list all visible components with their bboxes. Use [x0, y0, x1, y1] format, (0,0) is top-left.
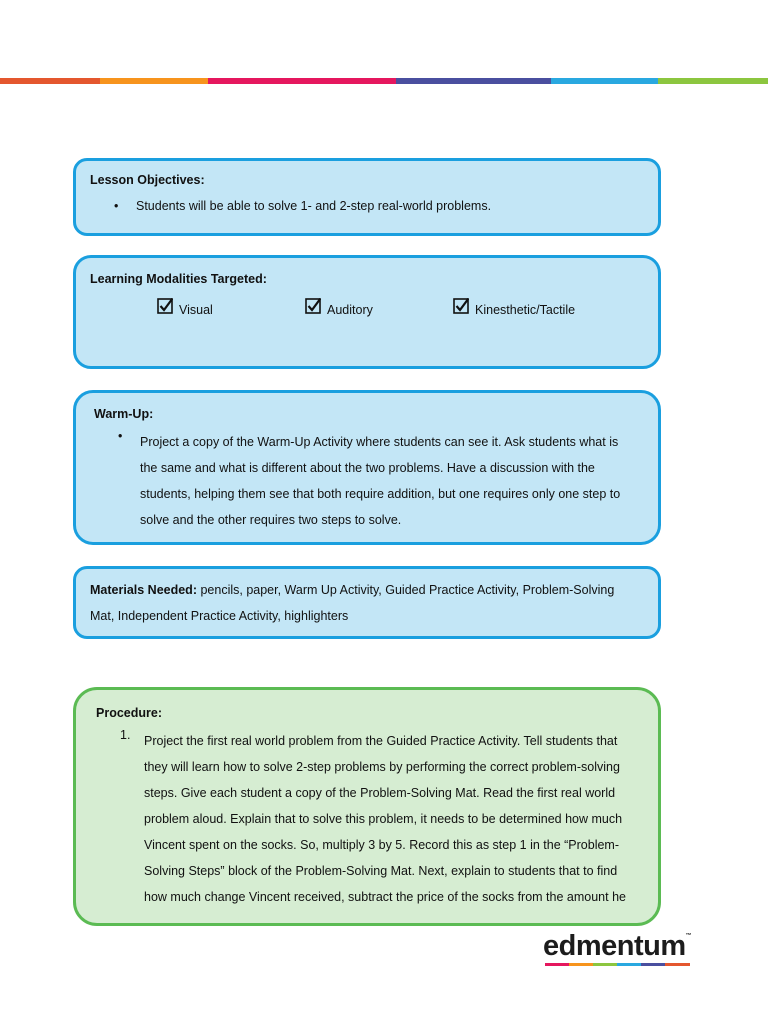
text-line: they will learn how to solve 2-step problems by performing the correct problem-solving — [144, 760, 620, 774]
warm-up-text — [140, 429, 620, 533]
procedure-text — [144, 728, 626, 910]
modality-auditory[interactable] — [305, 298, 373, 317]
stripe-segment-indigo — [396, 78, 551, 84]
materials-line-1 — [90, 577, 644, 603]
list-item — [118, 429, 658, 533]
warm-up-heading: Warm-Up: — [94, 407, 154, 421]
step-number: 1. — [120, 728, 131, 742]
modalities-list — [90, 298, 658, 338]
bullet-icon: • — [118, 429, 123, 443]
procedure-heading: Procedure: — [96, 706, 162, 720]
logo-underline-segment — [545, 963, 569, 966]
logo-underline-segment — [641, 963, 665, 966]
logo-underline-segment — [617, 963, 641, 966]
checkbox-checked-icon[interactable] — [157, 298, 173, 314]
lesson-objectives-heading: Lesson Objectives: — [90, 173, 205, 187]
logo-underline-segment — [569, 963, 593, 966]
materials-needed-box — [73, 566, 661, 639]
text-line: Project a copy of the Warm-Up Activity where students can see it. Ask students what is — [140, 435, 619, 449]
warm-up-box — [73, 390, 661, 545]
list-item — [120, 728, 640, 910]
text-line: steps. Give each student a copy of the Problem-Solving Mat. Read the first real world — [144, 786, 616, 800]
text-line: how much change Vincent received, subtract the price of the socks from the amount he — [144, 890, 626, 904]
stripe-segment-orange — [100, 78, 208, 84]
top-color-stripe — [0, 78, 768, 84]
materials-text: pencils, paper, Warm Up Activity, Guided Practice Activity, Problem-Solving — [200, 583, 615, 597]
stripe-segment-green — [658, 78, 768, 84]
modality-label: Visual — [179, 303, 213, 317]
learning-modalities-heading: Learning Modalities Targeted: — [90, 272, 267, 286]
text-line: Project the first real world problem from the Guided Practice Activity. Tell students that — [144, 734, 618, 748]
list-item — [114, 199, 658, 213]
stripe-segment-magenta — [208, 78, 396, 84]
materials-heading: Materials Needed: — [90, 583, 197, 597]
logo-text: edmentum — [543, 930, 686, 962]
lesson-objectives-box — [73, 158, 661, 236]
trademark-mark: ™ — [685, 933, 692, 939]
text-line: solve and the other requires two steps to solve. — [140, 513, 402, 527]
checkbox-checked-icon[interactable] — [453, 298, 469, 314]
procedure-box — [73, 687, 661, 926]
text-line: students, helping them see that both require addition, but one requires only one step to — [140, 487, 621, 501]
text-line: Solving Steps” block of the Problem-Solving Mat. Next, explain to students that to find — [144, 864, 618, 878]
bullet-icon: • — [114, 199, 119, 213]
checkbox-checked-icon[interactable] — [305, 298, 321, 314]
modality-label: Kinesthetic/Tactile — [475, 303, 576, 317]
text-line: Vincent spent on the socks. So, multiply 3 by 5. Record this as step 1 in the “Problem- — [144, 838, 620, 852]
objective-text: Students will be able to solve 1- and 2-step real-world problems. — [136, 199, 492, 213]
logo-underline-segment — [665, 963, 690, 966]
text-line: problem aloud. Explain that to solve this problem, it needs to be determined how much — [144, 812, 623, 826]
modality-kinesthetic[interactable] — [453, 298, 576, 317]
text-line: the same and what is different about the two problems. Have a discussion with the — [140, 461, 595, 475]
logo-underline-segment — [593, 963, 617, 966]
stripe-segment-orange-red — [0, 78, 100, 84]
edmentum-logo — [543, 930, 691, 963]
stripe-segment-blue — [551, 78, 658, 84]
learning-modalities-box — [73, 255, 661, 369]
modality-label: Auditory — [327, 303, 373, 317]
modality-visual[interactable] — [157, 298, 213, 317]
logo-color-underline — [545, 963, 690, 966]
materials-line-2: Mat, Independent Practice Activity, highlighters — [90, 609, 349, 623]
